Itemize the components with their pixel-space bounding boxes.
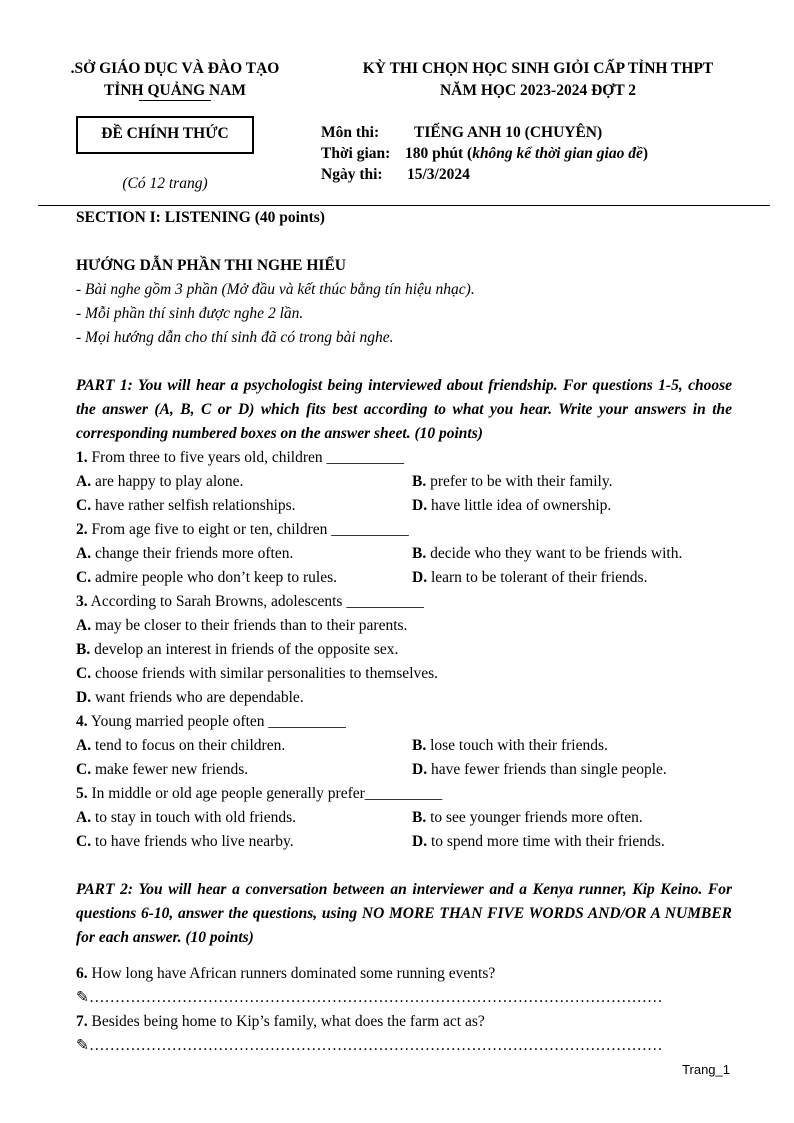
guide-title: HƯỚNG DẪN PHẦN THI NGHE HIỂU: [76, 257, 346, 274]
guide-item: - Mọi hướng dẫn cho thí sinh đã có trong bài nghe.: [76, 329, 394, 346]
options-row: C. admire people who don’t keep to rules. D. learn to be tolerant of their friends.: [76, 569, 648, 586]
exam-content: [76, 206, 732, 1058]
option: A. may be closer to their friends than to their parents.: [76, 617, 408, 634]
date-line: Ngày thi: 15/3/2024: [321, 166, 470, 183]
options-row: C. make fewer new friends. D. have fewer friends than single people.: [76, 761, 667, 778]
page-count: (Có 12 trang): [122, 175, 208, 192]
question-stem: 3. According to Sarah Browns, adolescents __________: [76, 593, 424, 610]
guide-item: - Mỗi phần thí sinh được nghe 2 lần.: [76, 305, 304, 322]
part2-instruction: PART 2: You will hear a conversation between an interviewer and a Kenya runner, Kip Keino. For questions 6-10, answer the questions, using NO MORE THAN FIVE WORDS AND/OR A NUMBER for each answer. (10 points): [76, 881, 732, 946]
answer-line[interactable]: ✎…………………………………………………………………………………………………: [76, 989, 663, 1006]
exam-header: KỲ THI CHỌN HỌC SINH GIỎI CẤP TỈNH THPT NĂM HỌC 2023-2024 ĐỢT 2: [362, 60, 714, 99]
options-row: A. tend to focus on their children. B. lose touch with their friends.: [76, 737, 608, 754]
page-number: Trang_1: [682, 1062, 730, 1077]
part1-instruction: PART 1: You will hear a psychologist being interviewed about friendship. For questions 1-5, choose the answer (A, B, C or D) which fits best according to what you hear. Write your answers in the corresponding numbered boxes on the answer sheet. (10 points): [76, 377, 732, 442]
question-stem: 5. In middle or old age people generally prefer__________: [76, 785, 443, 802]
guide-item: - Bài nghe gồm 3 phần (Mở đầu và kết thúc bằng tín hiệu nhạc).: [76, 281, 475, 298]
options-row: C. have rather selfish relationships. D. have little idea of ownership.: [76, 497, 612, 514]
options-row: A. are happy to play alone. B. prefer to be with their family.: [76, 473, 613, 490]
question-stem: 2. From age five to eight or ten, children __________: [76, 521, 409, 538]
options-row: A. change their friends more often. B. decide who they want to be friends with.: [76, 545, 683, 562]
option: C. choose friends with similar personalities to themselves.: [76, 665, 439, 682]
subject-line: Môn thi: TIẾNG ANH 10 (CHUYÊN): [321, 124, 603, 141]
time-line: Thời gian: 180 phút (không kể thời gian giao đề): [321, 145, 649, 162]
question-stem: 6. How long have African runners dominated some running events?: [76, 965, 496, 982]
question-stem: 7. Besides being home to Kip’s family, what does the farm act as?: [76, 1013, 485, 1030]
exam-info: [321, 122, 648, 185]
department-header: .SỞ GIÁO DỤC VÀ ĐÀO TẠO TỈNH QUẢNG NAM: [70, 60, 280, 99]
question-stem: 4. Young married people often __________: [76, 713, 346, 730]
answer-line[interactable]: ✎…………………………………………………………………………………………………: [76, 1037, 663, 1054]
question-stem: 1. From three to five years old, children __________: [76, 449, 405, 466]
options-row: A. to stay in touch with old friends. B. to see younger friends more often.: [76, 809, 643, 826]
options-row: C. to have friends who live nearby. D. to spend more time with their friends.: [76, 833, 665, 850]
option: B. develop an interest in friends of the opposite sex.: [76, 641, 399, 658]
option: D. want friends who are dependable.: [76, 689, 304, 706]
official-exam-box: ĐỀ CHÍNH THỨC: [76, 116, 254, 154]
header-underline: [139, 100, 211, 101]
section-title: SECTION I: LISTENING (40 points): [76, 209, 325, 226]
